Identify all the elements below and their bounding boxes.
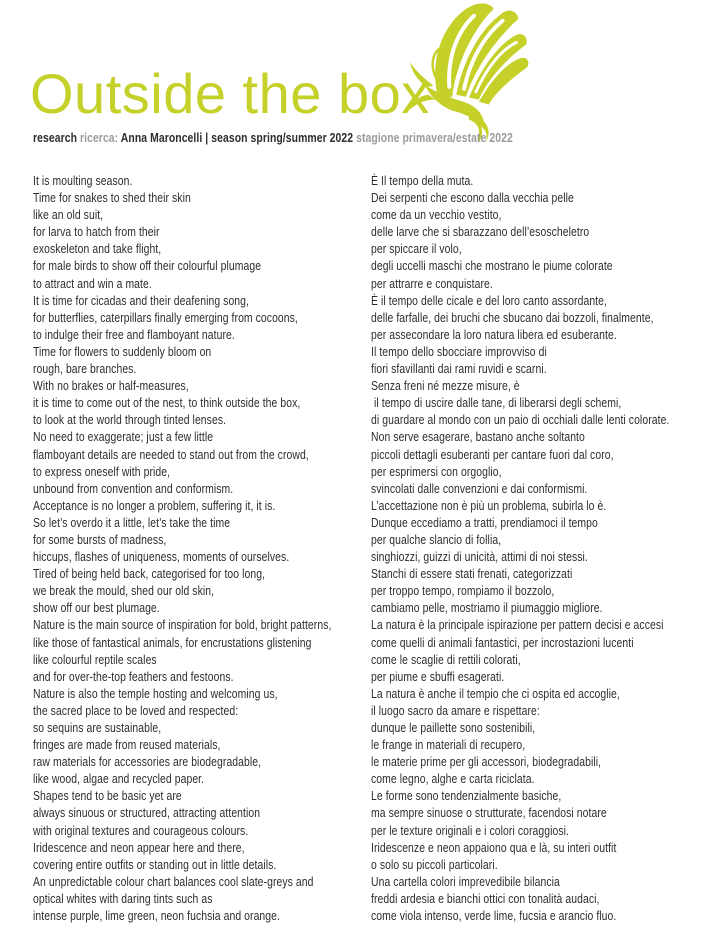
text-line: So let’s overdo it a little, let’s take the time [33,514,231,530]
text-line: Il tempo dello sbocciare improvviso di [371,343,547,359]
text-line: come legno, alghe e carta riciclata. [371,771,535,787]
text-line: An unpredictable colour chart balances cool slate-greys and [33,873,314,889]
text-line: freddi ardesia e bianchi ottici con tonalità audaci, [371,890,600,906]
text-line: per assecondare la loro natura libera ed esuberante. [371,326,617,342]
text-line: di guardare al mondo con un paio di occhiali dalle lenti colorate. [371,412,670,428]
text-line: svincolati dalle convenzioni e dai conformismi. [371,480,588,496]
text-line: il tempo di uscire dalle tane, di liberarsi degli schemi, [371,395,622,411]
text-line: delle larve che si sbarazzano dell’esoscheletro [371,224,590,240]
text-line: covering entire outfits or standing out in little details. [33,856,277,872]
text-line: Nature is the main source of inspiration for bold, bright patterns, [33,617,332,633]
text-line: for male birds to show off their colourful plumage [33,258,262,274]
text-line: Iridescenze e neon appaiono qua e là, su interi outfit [371,839,617,855]
text-line: piccoli dettagli esuberanti per cantare fuori dal coro, [371,446,614,462]
text-line: to look at the world through tinted lenses. [33,412,227,428]
text-line: always sinuous or structured, attracting attention [33,805,261,821]
text-line: Senza freni né mezze misure, è [371,378,520,394]
poem-english [33,172,417,924]
text-line: It is moulting season. [33,173,133,188]
page-title: Outside the box [30,62,430,125]
text-line: Time for flowers to suddenly bloom on [33,343,212,359]
byline-label-ricerca: ricerca: [79,130,121,145]
poem-italian [371,172,709,924]
text-line: like an old suit, [33,207,104,223]
text-line: intense purple, lime green, neon fuchsia and orange. [33,908,280,924]
text-line: for butterflies, caterpillars finally emerging from cocoons, [33,309,298,325]
text-line: È Il tempo della muta. [371,173,474,188]
text-line: per attrarre e conquistare. [371,275,493,291]
text-line: per piume e sbuffi esagerati. [371,668,505,684]
text-line: come quelli di animali fantastici, per incrostazioni lucenti [371,634,634,650]
text-line: we break the mould, shed our old skin, [33,583,215,599]
byline-author-season: Anna Maroncelli | season spring/summer 2022 [120,130,357,145]
text-line: unbound from convention and conformism. [33,480,234,496]
text-line: per le texture originali e i colori coraggiosi. [371,822,569,838]
text-line: hiccups, flashes of uniqueness, moments of ourselves. [33,549,290,565]
text-line: degli uccelli maschi che mostrano le piume colorate [371,258,613,274]
text-line: singhiozzi, guizzi di unicità, attimi di noi stessi. [371,549,588,565]
text-line: for larva to hatch from their [33,224,160,240]
text-line: show off our best plumage. [33,600,160,616]
text-line: per spiccare il volo, [371,241,462,257]
text-line: Tired of being held back, categorised for too long, [33,566,266,582]
text-line: fringes are made from reused materials, [33,737,221,753]
text-line: and for over-the-top feathers and festoons. [33,668,234,684]
text-line: È il tempo delle cicale e del loro canto assordante, [371,292,607,308]
text-line: per troppo tempo, rompiamo il bozzolo, [371,583,555,599]
text-line: Non serve esagerare, bastano anche soltanto [371,429,585,445]
text-line: It is time for cicadas and their deafening song, [33,292,250,308]
text-line: Le forme sono tendenzialmente basiche, [371,788,562,804]
text-line: per esprimersi con orgoglio, [371,463,502,479]
text-line: Una cartella colori imprevedibile bilancia [371,873,560,889]
text-line: like wood, algae and recycled paper. [33,771,205,787]
text-line: le frange in materiali di recupero, [371,737,526,753]
text-line: Nature is also the temple hosting and welcoming us, [33,685,278,701]
text-line: come viola intenso, verde lime, fucsia e arancio fluo. [371,908,617,924]
text-line: Acceptance is no longer a problem, suffering it, it is. [33,497,276,513]
text-line: per qualche slancio di follia, [371,531,502,547]
text-line: come le scaglie di rettili colorati, [371,651,521,667]
text-line: cambiamo pelle, mostriamo il piumaggio migliore. [371,600,603,616]
byline-season-italian: stagione primavera/estate 2022 [356,130,513,145]
text-line: Time for snakes to shed their skin [33,190,191,206]
text-line: Stanchi di essere stati frenati, categorizzati [371,566,573,582]
text-line: flamboyant details are needed to stand out from the crowd, [33,446,309,462]
text-line: to express oneself with pride, [33,463,171,479]
text-line: the sacred place to be loved and respected: [33,702,239,718]
text-line: with original textures and courageous colours. [33,822,249,838]
text-line: raw materials for accessories are biodegradable, [33,754,262,770]
byline-label-research: research [33,130,80,145]
text-line: Iridescence and neon appear here and there, [33,839,245,855]
text-line: for some bursts of madness, [33,531,167,547]
text-line: ma sempre sinuose o strutturate, facendosi notare [371,805,607,821]
text-line: No need to exaggerate; just a few little [33,429,214,445]
text-line: il luogo sacro da amare e rispettare: [371,702,540,718]
byline [33,130,513,145]
text-line: fiori sfavillanti dai rami ruvidi e scarni. [371,361,547,377]
text-line: optical whites with daring tints such as [33,890,213,906]
text-line: like those of fantastical animals, for encrustations glistening [33,634,312,650]
text-line: Dunque eccediamo a tratti, prendiamoci il tempo [371,514,598,530]
text-line: La natura è la principale ispirazione per pattern decisi e accesi [371,617,664,633]
text-line: Shapes tend to be basic yet are [33,788,182,804]
text-line: La natura è anche il tempio che ci ospita ed accoglie, [371,685,620,701]
text-line: L’accettazione non è più un problema, subirla lo è. [371,497,607,513]
text-line: rough, bare branches. [33,361,137,377]
text-line: exoskeleton and take flight, [33,241,162,257]
text-line: so sequins are sustainable, [33,720,162,735]
text-line: come da un vecchio vestito, [371,207,502,223]
text-line: like colourful reptile scales [33,651,157,667]
text-line: le materie prime per gli accessori, biodegradabili, [371,754,602,770]
text-line: o solo su piccoli particolari. [371,856,498,872]
text-line: to indulge their free and flamboyant nature. [33,326,235,342]
text-line: to attract and win a mate. [33,275,152,291]
text-line: Dei serpenti che escono dalla vecchia pelle [371,190,574,206]
text-line: it is time to come out of the nest, to think outside the box, [33,395,301,411]
text-line: With no brakes or half-measures, [33,378,189,394]
text-line: dunque le paillette sono sostenibili, [371,720,536,735]
text-line: delle farfalle, dei bruchi che sbucano dai bozzoli, finalmente, [371,309,654,325]
